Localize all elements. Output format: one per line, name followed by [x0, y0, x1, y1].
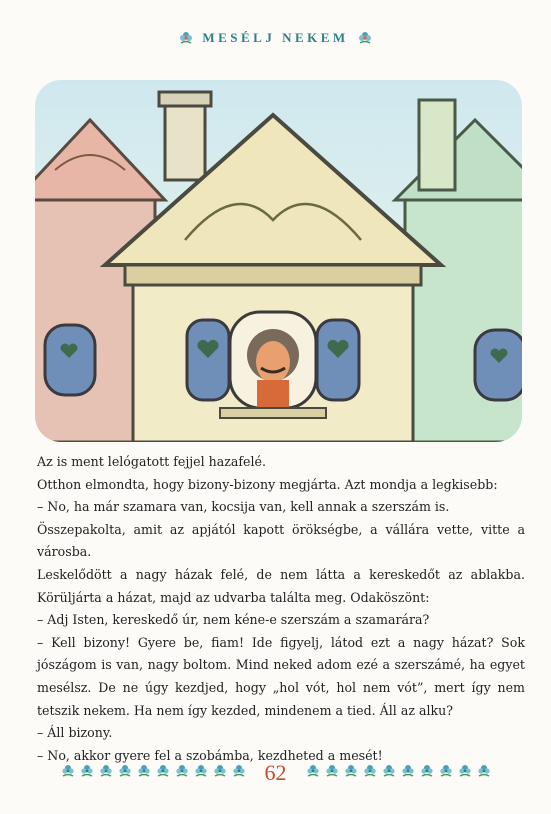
- header-title: MESÉLJ NEKEM: [202, 30, 349, 45]
- page-number: 62: [264, 760, 287, 785]
- paragraph: – Áll bizony.: [37, 725, 113, 741]
- paragraph: – Adj Isten, kereskedő úr, nem kéne-e szerszám a szamarára?: [37, 612, 430, 628]
- flower-ornament-icon: [476, 763, 492, 783]
- flower-ornament-icon: [117, 763, 133, 783]
- story-illustration: [35, 80, 522, 442]
- footer-ornament-right: [305, 763, 492, 783]
- flower-ornament-icon: [357, 30, 373, 46]
- houses-illustration: [35, 80, 522, 442]
- paragraph: – No, akkor gyere fel a szobámba, kezdheted a mesét!: [37, 747, 383, 763]
- flower-ornament-icon: [174, 763, 190, 783]
- flower-ornament-icon: [193, 763, 209, 783]
- footer-ornament-left: [60, 763, 247, 783]
- paragraph: – Kell bizony! Gyere be, fiam! Ide figyelj, látod ezt a nagy házat? Sok jószágom is van, nagy boltom. Mind neked adom ezé a szerszámé, ha egyet mesélsz. De ne úgy kezdjed, hogy „hol vót, hol nem vót”, mert így nem tetszik nekem. Ha nem így kezded, mindenem a tied. Áll az alku?: [37, 634, 525, 718]
- page-footer: [0, 758, 551, 788]
- paragraph: Leskelődött a nagy házak felé, de nem látta a kereskedőt az ablakba. Körüljárta a házat, majd az udvarba találta meg. Odaköszönt:: [37, 566, 525, 605]
- paragraph: Az is ment lelógatott fejjel hazafelé.: [37, 454, 266, 469]
- story-text: [37, 451, 525, 767]
- paragraph: Otthon elmondta, hogy bizony-bizony megjárta. Azt mondja a legkisebb:: [37, 476, 498, 492]
- flower-ornament-icon: [98, 763, 114, 783]
- flower-ornament-icon: [381, 763, 397, 783]
- flower-ornament-icon: [343, 763, 359, 783]
- flower-ornament-icon: [155, 763, 171, 783]
- flower-ornament-icon: [419, 763, 435, 783]
- flower-ornament-icon: [212, 763, 228, 783]
- flower-ornament-icon: [231, 763, 247, 783]
- running-header: [0, 26, 551, 50]
- flower-ornament-icon: [362, 763, 378, 783]
- flower-ornament-icon: [305, 763, 321, 783]
- flower-ornament-icon: [324, 763, 340, 783]
- flower-ornament-icon: [438, 763, 454, 783]
- flower-ornament-icon: [79, 763, 95, 783]
- flower-ornament-icon: [136, 763, 152, 783]
- flower-ornament-icon: [400, 763, 416, 783]
- paragraph: Összepakolta, amit az apjától kapott örökségbe, a vállára vette, vitte a városba.: [37, 521, 525, 560]
- flower-ornament-icon: [457, 763, 473, 783]
- flower-ornament-icon: [178, 30, 194, 46]
- paragraph: – No, ha már szamara van, kocsija van, kell annak a szerszám is.: [37, 499, 450, 515]
- flower-ornament-icon: [60, 763, 76, 783]
